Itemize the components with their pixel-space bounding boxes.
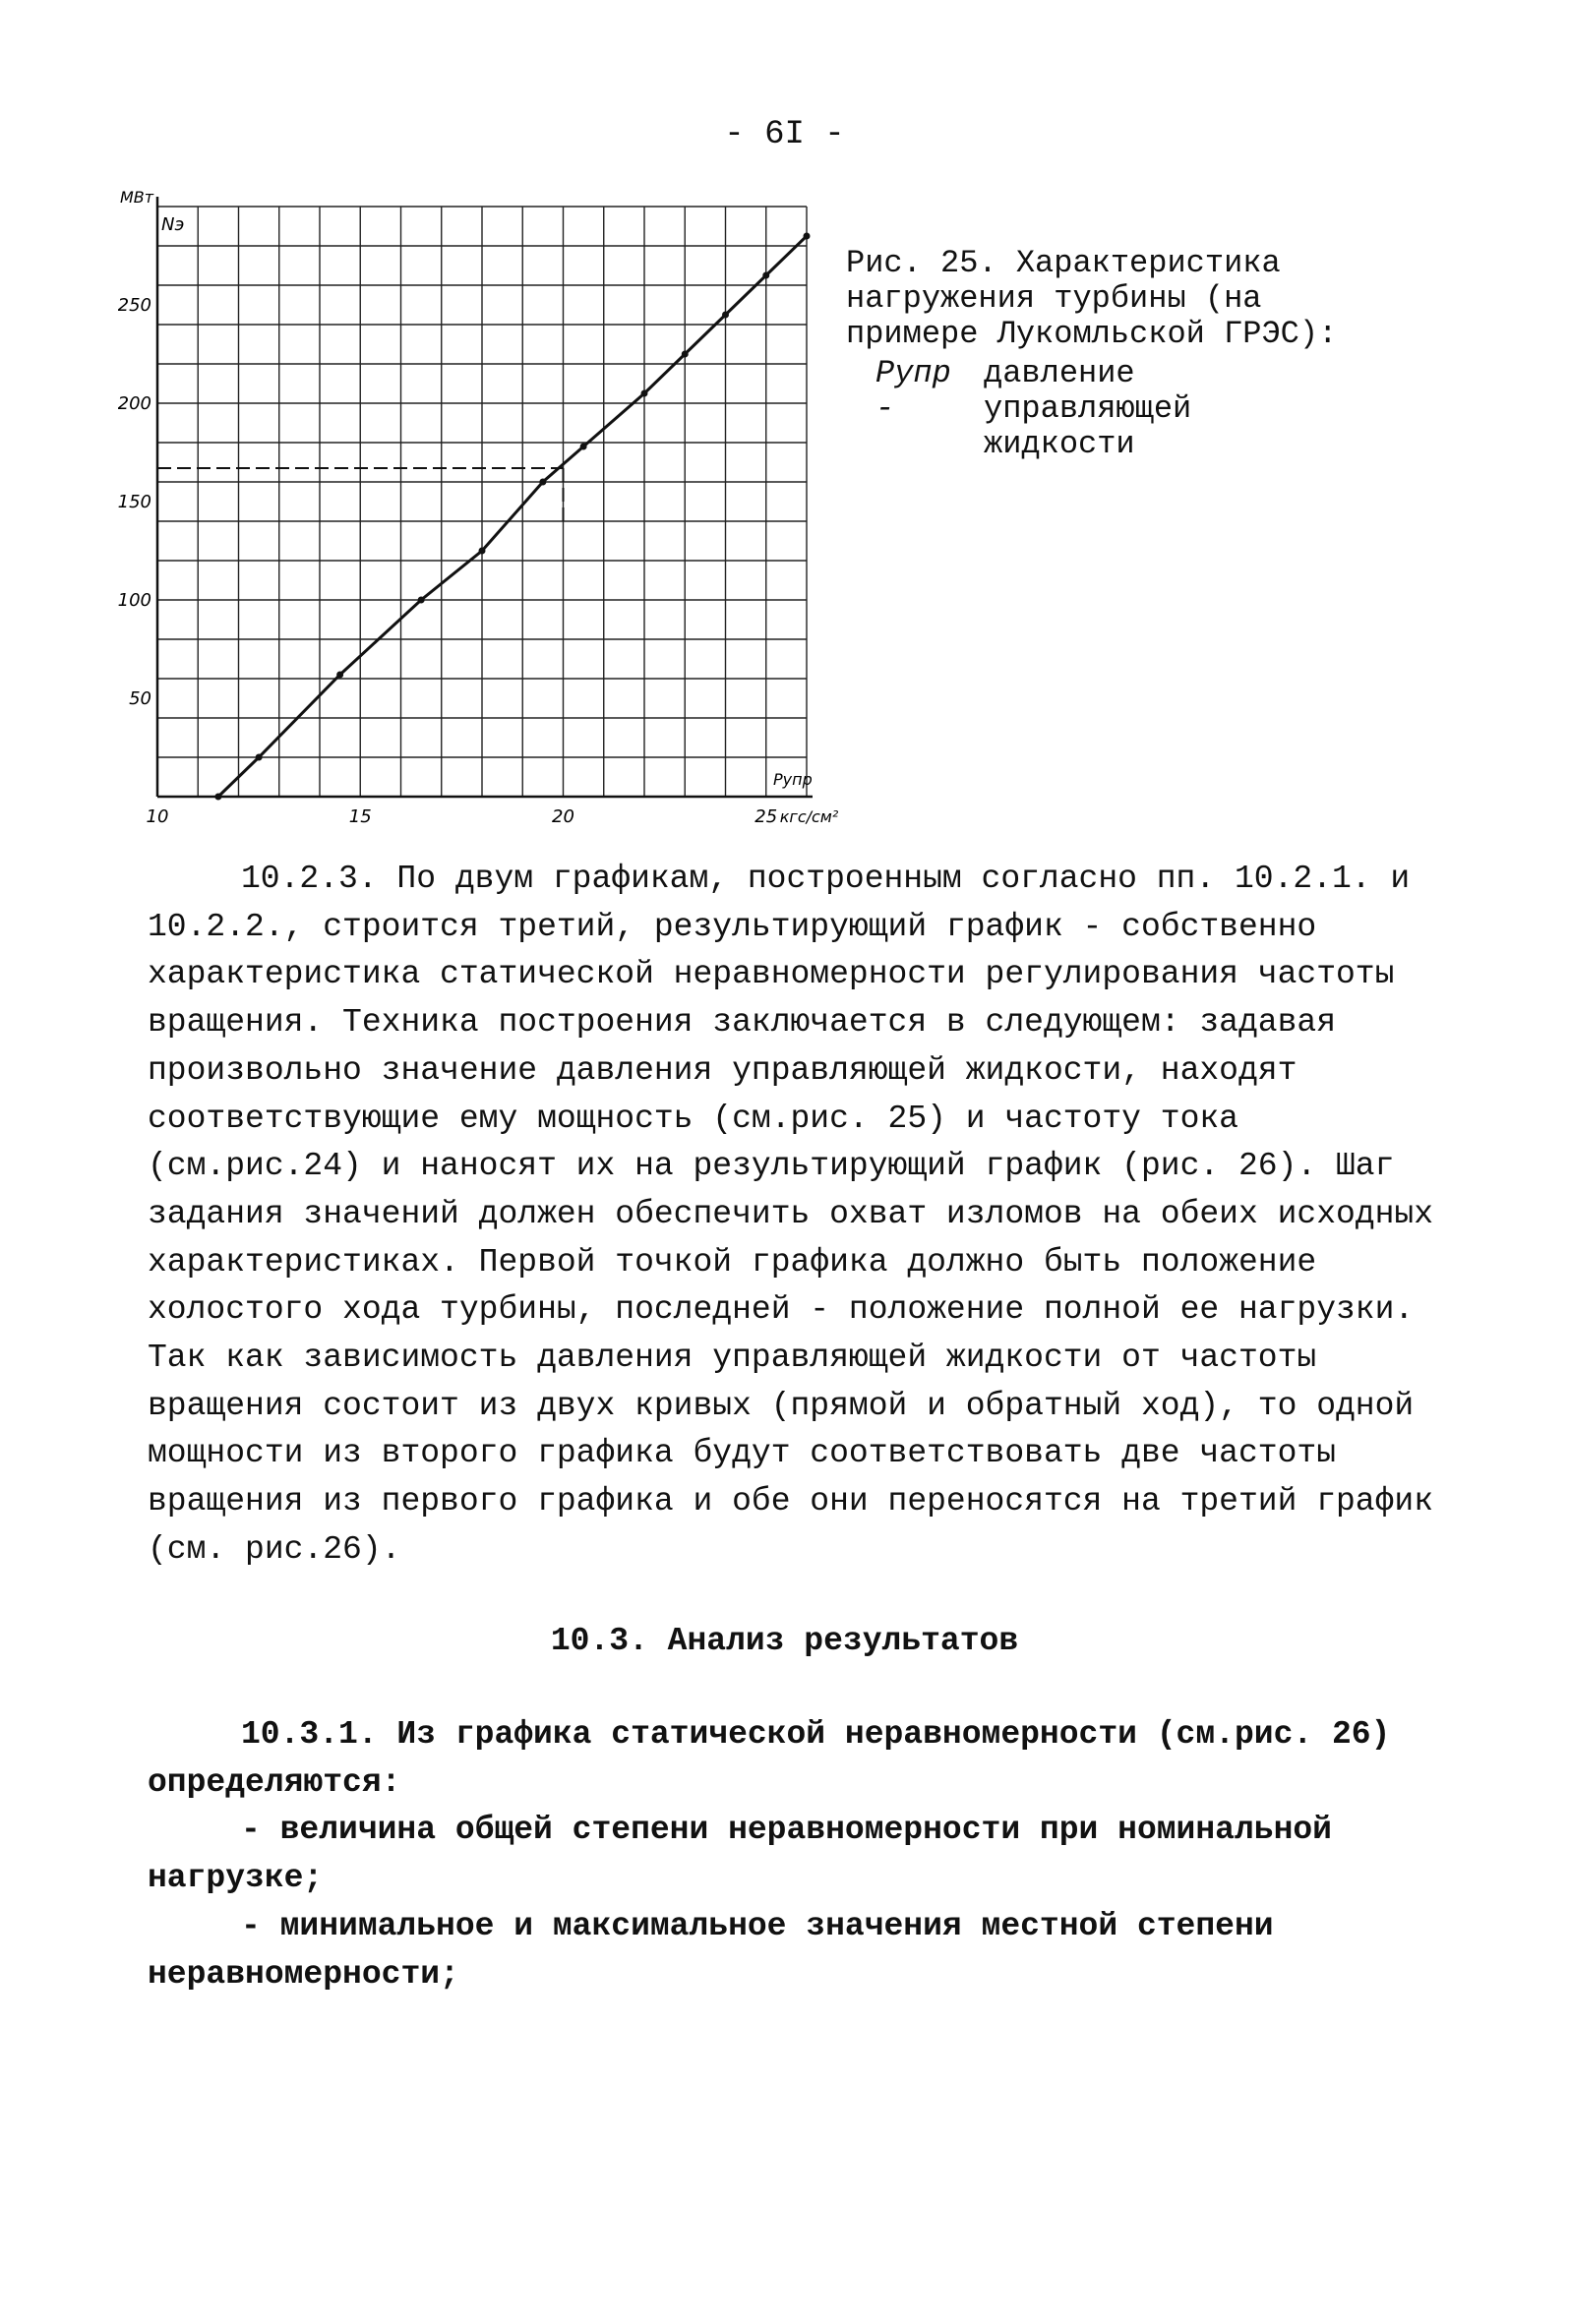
y-tick-label: 150 [118, 492, 151, 512]
y-tick-label: 200 [118, 393, 151, 414]
x-tick-label: 15 [348, 806, 372, 827]
data-point [214, 794, 221, 801]
data-point [418, 597, 425, 604]
data-point [641, 390, 648, 397]
page-number: - 6I - [724, 116, 845, 153]
load-characteristic-chart [118, 187, 846, 836]
caption-line-3: примере Лукомльской ГРЭС): [846, 316, 1338, 352]
x-tick-label: 20 [552, 806, 574, 827]
legend-symbol: Pупр - [875, 355, 951, 427]
section-heading: 10.3. Анализ результатов [550, 1623, 1019, 1659]
bullet-item-2: - минимальное и максимальное значения местной степени неравномерности; [148, 1907, 1274, 1993]
y-axis-unit: МВт [120, 188, 154, 207]
data-point [479, 548, 486, 555]
figure-legend [875, 356, 1387, 462]
y-tick-label: 250 [118, 295, 151, 316]
bullet-item-1: - величина общей степени неравномерности при номинальной нагрузке; [148, 1812, 1332, 1897]
paragraph-10-2-3 [148, 856, 1446, 1575]
series-line [218, 236, 807, 797]
y-axis-symbol: Nэ [161, 214, 185, 235]
data-point [256, 754, 263, 761]
data-point [804, 233, 811, 240]
caption-line-1: Рис. 25. Характеристика [846, 245, 1281, 281]
paragraph-10-3-1 [148, 1711, 1446, 1998]
figure-caption [846, 246, 1358, 352]
data-point [539, 479, 546, 486]
x-axis-symbol: Pупр [773, 770, 813, 789]
x-tick-label: 25 [754, 806, 778, 827]
data-point [762, 272, 769, 279]
caption-line-2: нагружения турбины (на [846, 280, 1262, 317]
data-point [336, 672, 343, 679]
data-point [580, 444, 587, 450]
paragraph-text-2: 10.3.1. Из графика статической неравномерности (см.рис. 26) определяются: [148, 1716, 1391, 1801]
chart-svg [118, 187, 846, 836]
data-point [682, 351, 689, 358]
y-tick-label: 50 [129, 688, 151, 709]
y-tick-label: 100 [118, 590, 151, 611]
x-tick-label: 10 [146, 806, 169, 827]
data-point [722, 312, 729, 319]
x-axis-unit: кгс/см² [779, 807, 839, 826]
paragraph-text: 10.2.3. По двум графикам, построенным согласно пп. 10.2.1. и 10.2.2., строится третий, результирующий график - собственно характеристика статической неравномерности регулирования частоты вращения. Техника построения заключается в следующем: задавая произвольно значение давления управляющей жидкости, находят соответствующие ему мощность (см.рис. 25) и частоту тока (см.рис.24) и наносят их на результирующий график (рис. 26). Шаг задания значений должен обеспечить охват изломов на обеих исходных характеристиках. Первой точкой графика должно быть положение холостого хода турбины, последней - положение полной ее нагрузки. Так как зависимость давления управляющей жидкости от частоты вращения состоит из двух кривых (прямой и обратный ход), то одной мощности из второго графика будут соответствовать две частоты вращения из первого графика и обе они переносятся на третий график (см. рис.26). [148, 861, 1434, 1568]
legend-description: давление управляющей жидкости [984, 355, 1192, 462]
